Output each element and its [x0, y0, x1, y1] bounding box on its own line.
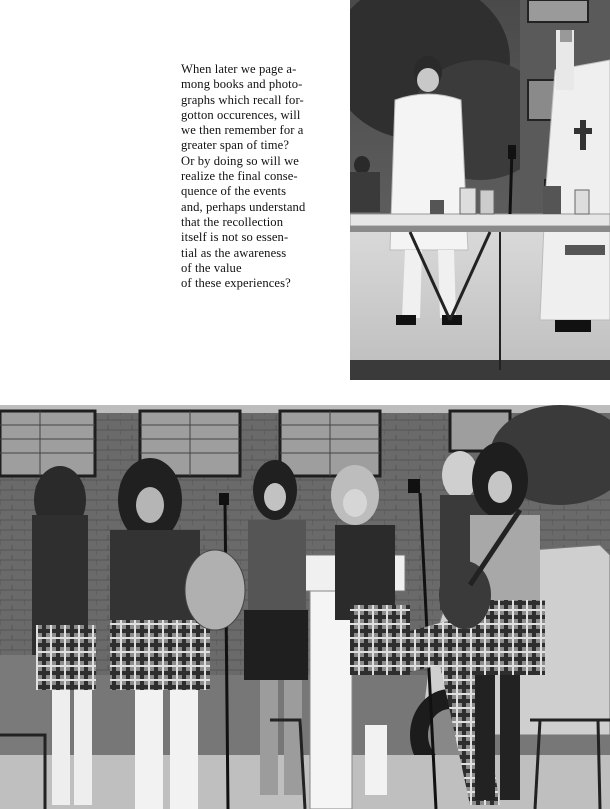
altar-photo [350, 0, 610, 380]
altar-photo-image [350, 0, 610, 380]
poem-line: When later we page a- [181, 62, 297, 76]
poem-line: itself is not so essen- [181, 230, 289, 245]
poem-text-block [181, 62, 341, 291]
poem-line: of the value [181, 260, 242, 275]
poem-line: greater span of time? [181, 138, 290, 153]
poem-line: of these experiences? [181, 276, 291, 291]
poem-line: that the recollection [181, 214, 284, 229]
folk-group-photo-image [0, 405, 610, 809]
poem-line: quence of the events [181, 184, 287, 199]
poem-line: gotton occurences, will [181, 107, 301, 122]
folk-group-photo [0, 405, 610, 809]
poem-line: realize the final conse- [181, 169, 298, 184]
poem-line: we then remember for a [181, 123, 304, 138]
poem-line: Or by doing so will we [181, 153, 299, 168]
poem-line: and, perhaps understand [181, 199, 306, 214]
poem-line: graphs which recall for- [181, 92, 304, 107]
poem-line: tial as the awareness [181, 245, 287, 260]
poem-line: mong books and photo- [181, 77, 303, 92]
